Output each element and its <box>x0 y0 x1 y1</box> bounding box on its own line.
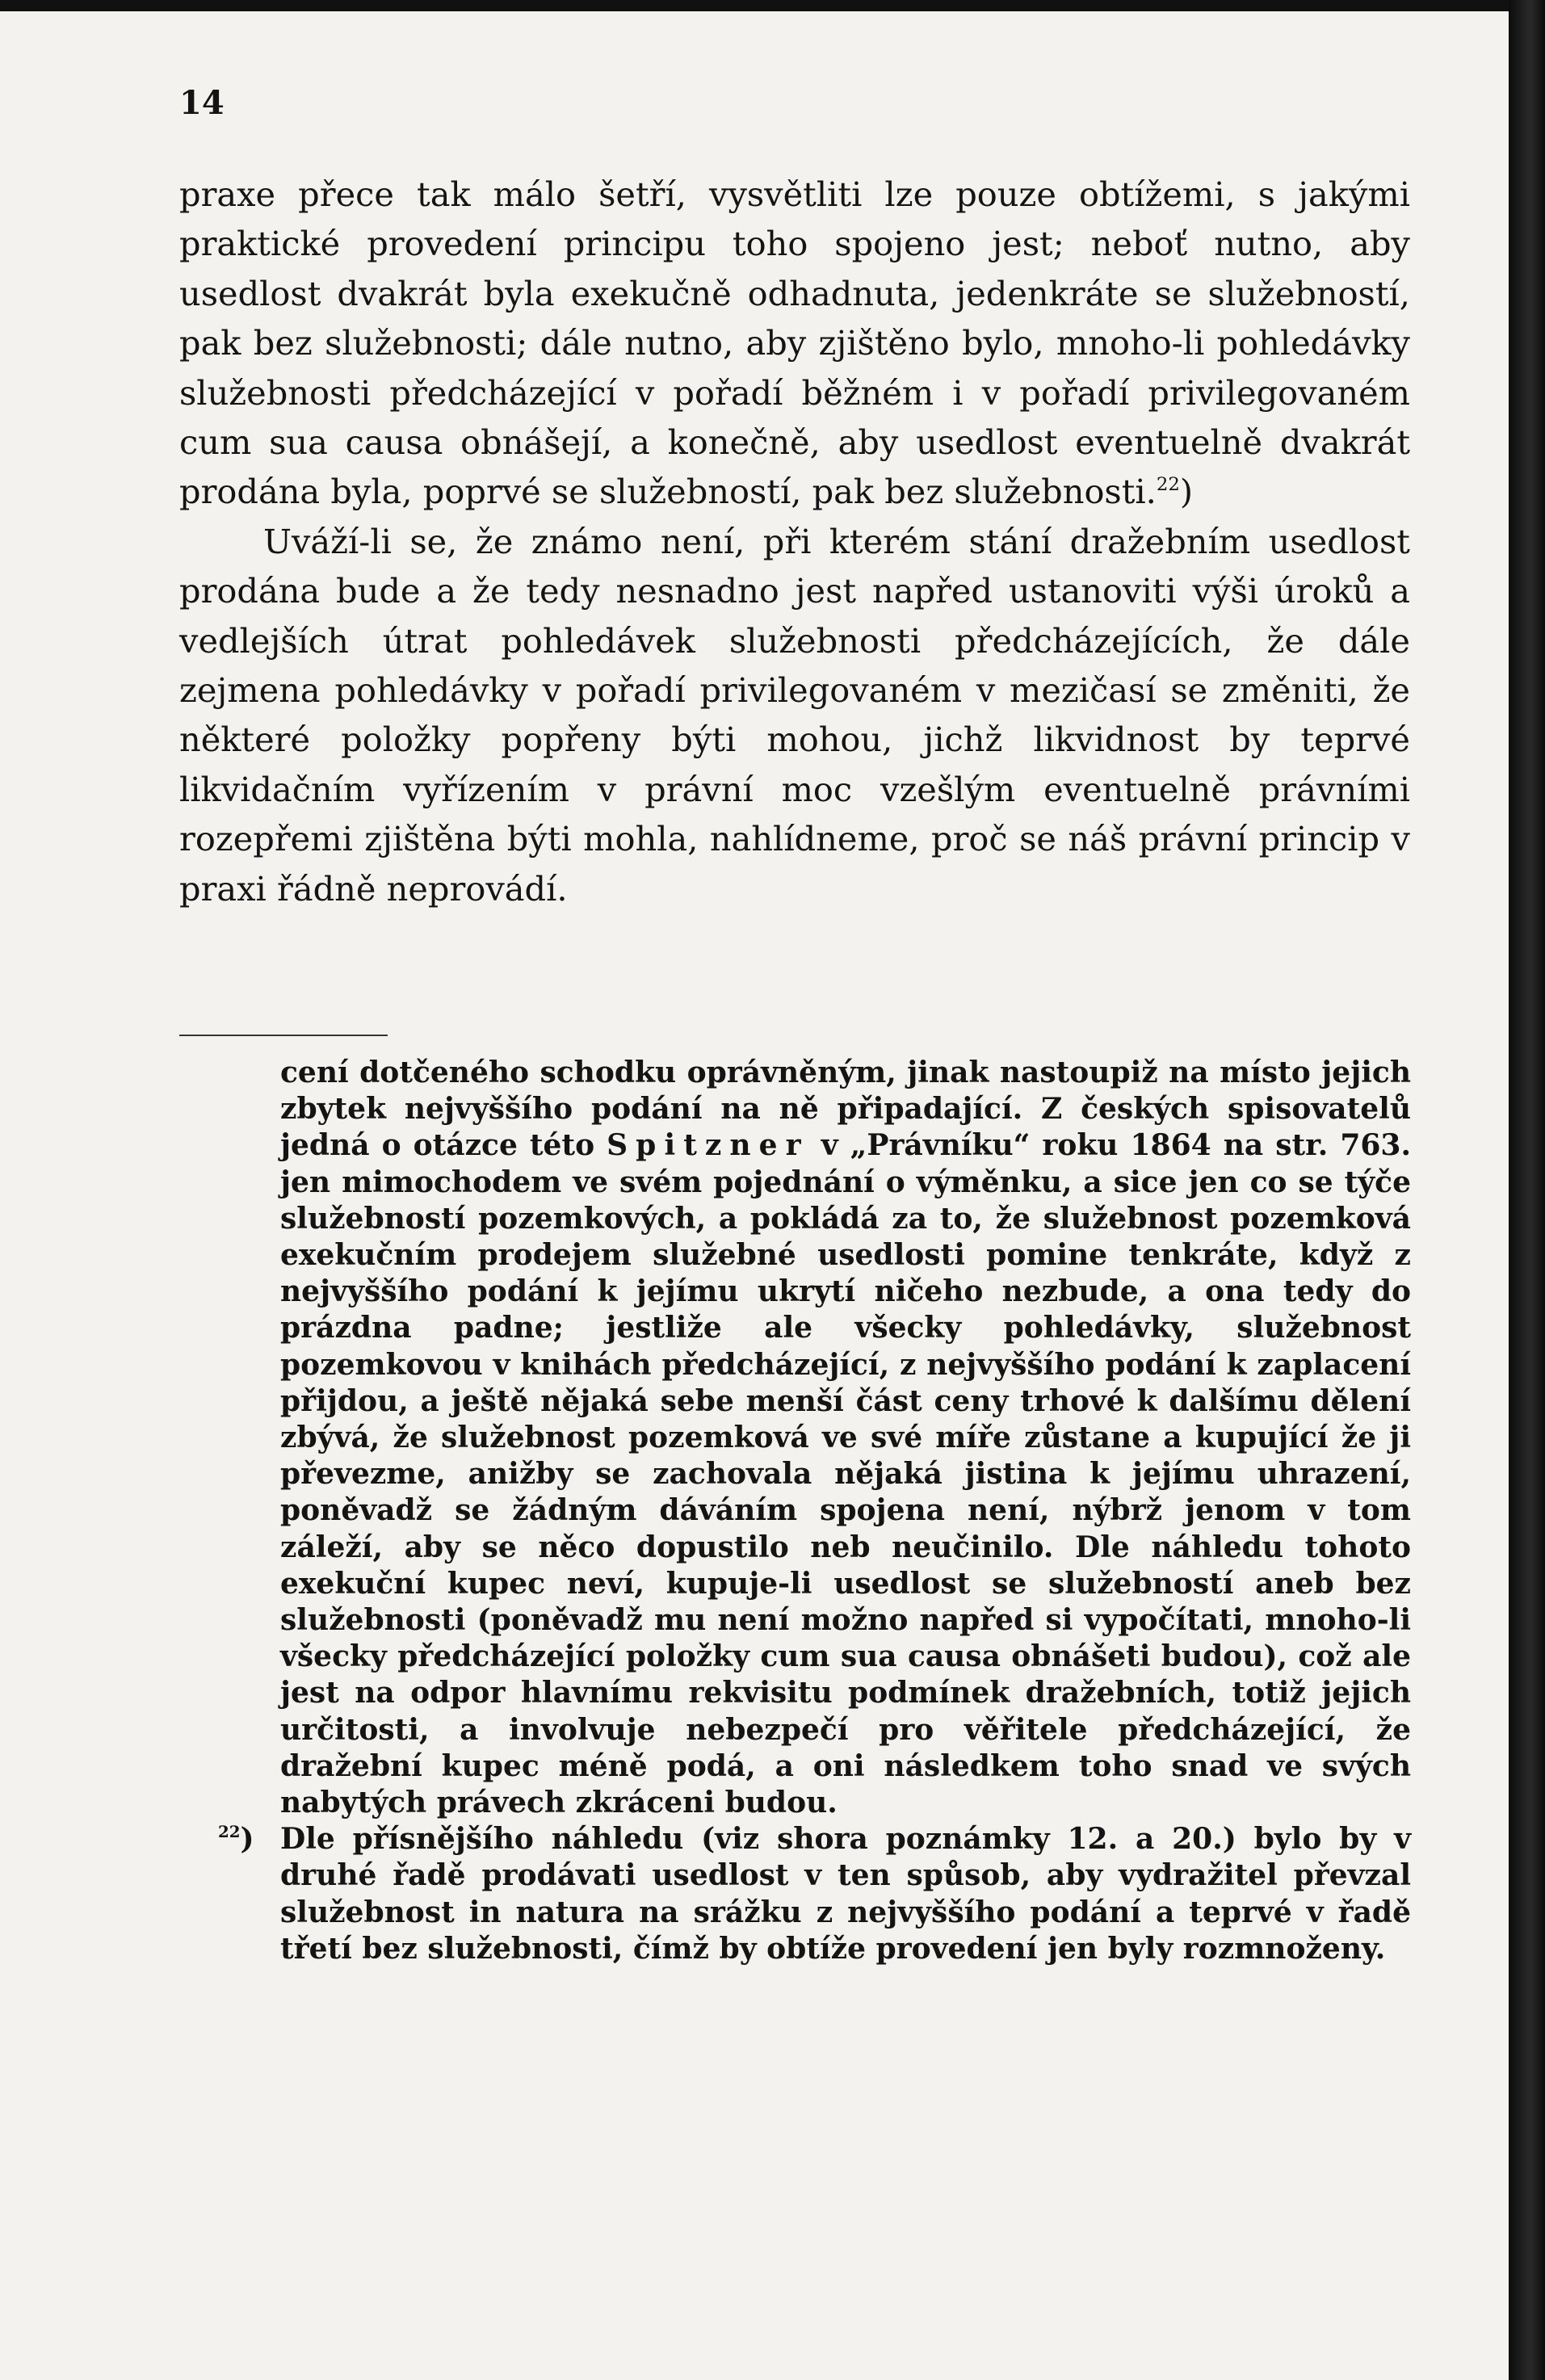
footnote-continuation-before: cení dotčeného schodku oprávněným, jinak nastoupiž na místo jejich zbytek nejvyššího podání na ně připadající. Z českých spisovatelů jedná o otázce této <box>280 1056 1411 1163</box>
scan-right-edge <box>1509 0 1545 2380</box>
main-text <box>179 170 1410 913</box>
footnote-ref-close: ) <box>1179 472 1194 512</box>
main-paragraph-1 <box>179 170 1410 517</box>
page-number: 14 <box>179 84 225 122</box>
footnote-author-name: Spitzner <box>607 1128 809 1163</box>
footnote-continuation-after: v „Právníku“ roku 1864 na str. 763. jen mimochodem ve svém pojednání o výměnku, a sice jen co se týče služebností pozemkových, a pokládá za to, že služebnost pozemková exekučním prodejem služebné usedlosti pomine tenkráte, když z nejvyššího podání k jejímu ukrytí ničeho nezbude, a ona tedy do prázdna padne; jestliže ale všecky pohledávky, služebnost pozemkovou v knihách předcházející, z nejvyššího podání k zaplacení přijdou, a ještě nějaká sebe menší část ceny trhové k dalšímu dělení zbývá, že služebnost pozemková ve své míře zůstane a kupující že ji převezme, anižby se zachovala nějaká jistina k jejímu uhrazení, poněvadž se žádným dáváním spojena není, nýbrž jenom v tom záleží, aby se něco dopustilo neb neučinilo. Dle náhledu tohoto exekuční kupec neví, kupuje-li usedlost se služebností aneb bez služebnosti (poněvadž mu není možno napřed si vypočítati, mnoho-li všecky předcházející položky cum sua causa obnášeti budou), což ale jest na odpor hlavnímu rekvisitu podmínek dražebních, totiž jejich určitosti, a involvuje nebezpečí pro věřitele předcházející, že dražební kupec méně podá, a oni následkem toho snad ve svých nabytých právech zkráceni budou. <box>280 1128 1411 1820</box>
scan-top-edge <box>0 0 1509 11</box>
footnote-22 <box>218 1821 1411 1967</box>
footnote-22-number: 22 <box>218 1822 241 1842</box>
footnote-22-paren: ) <box>240 1822 254 1857</box>
footnotes <box>218 1055 1411 1967</box>
main-paragraph-1-text: praxe přece tak málo šetří, vysvětliti lze pouze obtížemi, s jakými praktické provedení principu toho spojeno jest; neboť nutno, aby usedlost dvakrát byla exekučně odhadnuta, jedenkráte se služebností, pak bez služebnosti; dále nutno, aby zjištěno bylo, mnoho-li pohledávky služebnosti předcházející v pořadí běžném i v pořadí privilegovaném cum sua causa obnášejí, a konečně, aby usedlost eventuelně dvakrát prodána byla, poprvé se služebností, pak bez služebnosti. <box>179 174 1410 512</box>
footnote-ref-22[interactable]: 22 <box>1156 474 1180 496</box>
footnote-divider <box>179 1035 388 1036</box>
footnote-22-marker <box>218 1821 254 1857</box>
main-paragraph-2: Uváží-li se, že známo není, při kterém stání dražebním usedlost prodána bude a že tedy nesnadno jest napřed ustanoviti výši úroků a vedlejších útrat pohledávek služebnosti předcházejících, že dále zejmena pohledávky v pořadí privilegovaném v mezičasí se změniti, že některé položky popřeny býti mohou, jichž likvidnost by teprvé likvidačním vyřízením v právní moc vzešlým eventuelně právními rozepřemi zjištěna býti mohla, nahlídneme, proč se náš právní princip v praxi řádně neprovádí. <box>179 521 1410 909</box>
footnote-22-text: Dle přísnějšího náhledu (viz shora poznámky 12. a 20.) bylo by v druhé řadě prodávati usedlost v ten spůsob, aby vydražitel převzal služebnost in natura na srážku z nejvyššího podání a teprvé v řadě třetí bez služebnosti, čímž by obtíže provedení jen byly rozmnoženy. <box>280 1822 1411 1966</box>
footnote-continuation <box>280 1055 1411 1821</box>
